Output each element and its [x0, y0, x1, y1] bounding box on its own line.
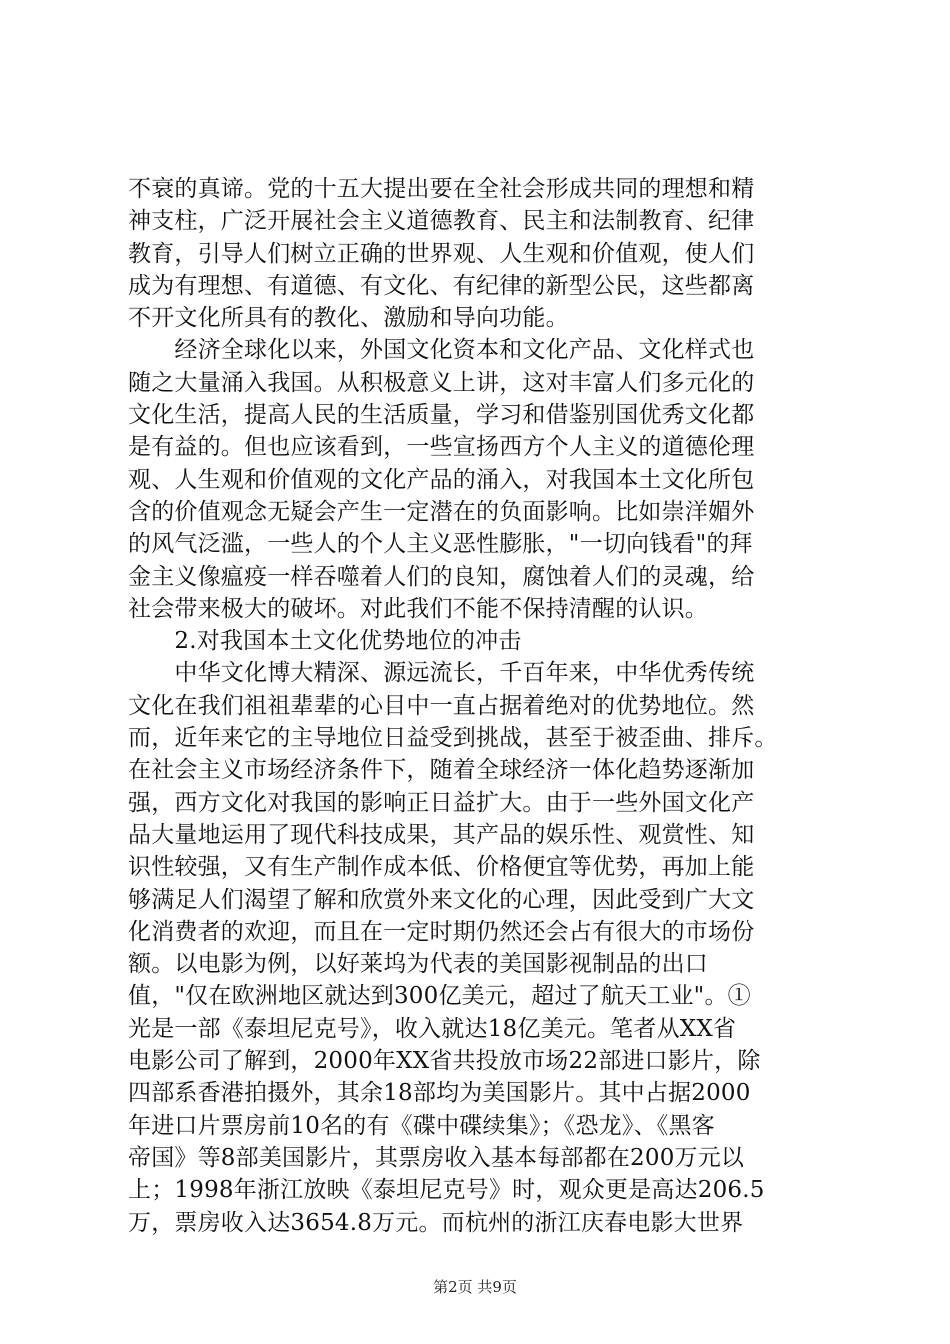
text-line: 四部系香港拍摄外，其余18部均为美国影片。其中占据2000 [128, 1080, 751, 1107]
text-line: 而，近年来它的主导地位日益受到挑战，甚至于被歪曲、排斥。 [128, 725, 778, 752]
text-line: 光是一部《泰坦尼克号》，收入就达18亿美元。笔者从XX省 [128, 1015, 737, 1042]
text-line: 强，西方文化对我国的影响正日益扩大。由于一些外国文化产 [128, 789, 755, 816]
section-heading: 2.对我国本土文化优势地位的冲击 [128, 628, 522, 655]
text-line: 万，票房收入达3654.8万元。而杭州的浙江庆春电影大世界 [128, 1209, 744, 1236]
body-text [128, 173, 828, 1239]
text-line: 额。以电影为例，以好莱坞为代表的美国影视制品的出口 [128, 951, 708, 978]
text-line: 品大量地运用了现代科技成果，其产品的娱乐性、观赏性、知 [128, 821, 755, 848]
text-line: 帝国》等8部美国影片，其票房收入基本每部都在200万元以 [128, 1144, 745, 1171]
text-line: 神支柱，广泛开展社会主义道德教育、民主和法制教育、纪律 [128, 208, 755, 235]
text-line: 电影公司了解到，2000年XX省共投放市场22部进口影片，除 [128, 1048, 761, 1075]
text-line: 不开文化所具有的教化、激励和导向功能。 [128, 305, 569, 332]
text-line: 够满足人们渴望了解和欣赏外来文化的心理，因此受到广大文 [128, 886, 755, 913]
text-line: 不衰的真谛。党的十五大提出要在全社会形成共同的理想和精 [128, 176, 755, 202]
text-line: 的风气泛滥，一些人的个人主义恶性膨胀，"一切向钱看"的拜 [128, 531, 753, 558]
text-line: 化消费者的欢迎，而且在一定时期仍然还会占有很大的市场份 [128, 918, 755, 945]
text-line: 值，"仅在欧洲地区就达到300亿美元，超过了航天工业"。① [128, 983, 751, 1010]
text-line: 含的价值观念无疑会产生一定潜在的负面影响。比如崇洋媚外 [128, 498, 755, 525]
text-line: 成为有理想、有道德、有文化、有纪律的新型公民，这些都离 [128, 272, 755, 299]
text-line: 社会带来极大的破坏。对此我们不能不保持清醒的认识。 [128, 595, 708, 622]
text-line: 文化在我们祖祖辈辈的心目中一直占据着绝对的优势地位。然 [128, 692, 755, 719]
text-line: 随之大量涌入我国。从积极意义上讲，这对丰富人们多元化的 [128, 369, 755, 396]
text-line: 在社会主义市场经济条件下，随着全球经济一体化趋势逐渐加 [128, 757, 755, 784]
text-line: 文化生活，提高人民的生活质量，学习和借鉴别国优秀文化都 [128, 402, 755, 429]
text-line: 经济全球化以来，外国文化资本和文化产品、文化样式也 [128, 337, 755, 364]
text-line: 上；1998年浙江放映《泰坦尼克号》时，观众更是高达206.5 [128, 1177, 765, 1204]
text-line: 是有益的。但也应该看到，一些宣扬西方个人主义的道德伦理 [128, 434, 755, 461]
text-line: 中华文化博大精深、源远流长，千百年来，中华优秀传统 [128, 660, 755, 687]
text-line: 金主义像瘟疫一样吞噬着人们的良知，腐蚀着人们的灵魂，给 [128, 563, 755, 590]
text-line: 年进口片票房前10名的有《碟中碟续集》；《恐龙》、《黑客 [128, 1112, 715, 1139]
page-number-footer: 第2页 共9页 [433, 1278, 517, 1296]
text-line: 观、人生观和价值观的文化产品的涌入，对我国本土文化所包 [128, 466, 755, 493]
text-line: 识性较强，又有生产制作成本低、价格便宜等优势，再加上能 [128, 854, 755, 881]
text-line: 教育，引导人们树立正确的世界观、人生观和价值观，使人们 [128, 240, 755, 267]
